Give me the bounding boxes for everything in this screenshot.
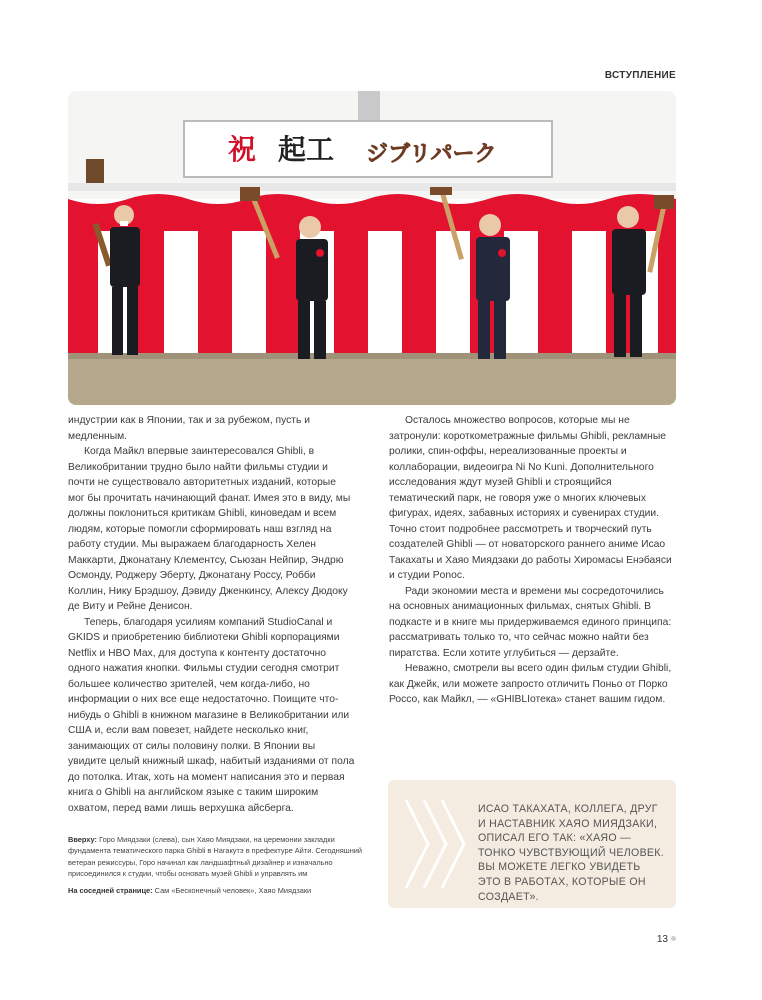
caption-top-text: Горо Миядзаки (слева), сын Хаяо Миядзаки, на церемонии закладки фундамента тематического парка Ghibli в Нагакутэ в префектуре Айти. Сегодняшний ветеран режиссуры, Горо начинал как ландшафтный дизайнер и изначально присоединился к студии, чтобы основать музей Ghibli и управлять им <box>68 835 363 878</box>
paragraph: Неважно, смотрели вы всего один фильм студии Ghibli, как Джейк, или можете запросто отличить Поньо от Порко Россо, как Майкл, — «GHIBLIотека» станет вашим гидом. <box>389 663 672 705</box>
paragraph: индустрии как в Японии, так и за рубежом, пусть и медленным. <box>68 415 310 442</box>
pull-quote-text: ИСАО ТАКАХАТА, КОЛЛЕГА, ДРУГ И НАСТАВНИК ХАЯО МИЯДЗАКИ, ОПИСАЛ ЕГО ТАК: «ХАЯО — ТОНКО ЧУВСТВУЮЩИЙ ЧЕЛОВЕК. ВЫ МОЖЕТЕ ЛЕГКО УВИДЕТЬ ЭТО В РАБОТАХ, КОТОРЫЕ ОН СОЗДАЕТ». <box>478 803 665 903</box>
ground-sand <box>68 353 676 405</box>
page-number <box>657 934 676 945</box>
caption-top-label: Вверху: <box>68 835 97 844</box>
caption-opposite-text: Сам «Бесконечный человек», Хаяо Миядзаки <box>154 886 312 896</box>
page-number-text: 13 <box>656 934 668 945</box>
caption-top <box>68 834 368 879</box>
ceremony-photo <box>68 91 676 405</box>
pull-quote-box <box>388 780 676 908</box>
right-text-column <box>389 413 676 708</box>
left-text-column <box>68 413 355 816</box>
caption-opposite <box>68 885 368 896</box>
caption-opposite-label: На соседней странице: <box>68 886 153 896</box>
paragraph: Осталось множество вопросов, которые мы не затронули: короткометражные фильмы Ghibli, рекламные ролики, спин-оффы, нереализованные проекты и коллаборации, видеоигра Ni No Kuni. Дополнительного исследования ждут музей Ghibli и строящийся тематический парк, не говоря уже о многих ключевых фигурах, идеях, забавных историях и сувенирах студии. Точно стоит подробнее рассмотреть и творческий путь создателей Ghibli — от новаторского раннего аниме Исао Такахаты и Хаяо Миядзаки до работы Хиромасы Енэбаяси и студии Ponoc. <box>389 415 672 581</box>
ceremony-illustration <box>68 91 676 405</box>
paragraph: Теперь, благодаря усилиям компаний StudioCanal и GKIDS и приобретению библиотеки Ghibli корпорациями Netflix и HBO Max, для доступа к контенту достаточно одного нажатия кнопки. Фильмы студии сегодня смотрит большее количество зрителей, чем когда-либо, но информации о них все еще недостаточно. Поищите что-нибудь о Ghibli в книжном магазине в Великобритании или США и, если вам повезет, найдете несколько книг, занимающих от силы половину полки. В Японии вы увидите целый книжный шкаф, набитый изданиями от пола до потолка. Итак, хоть на момент написания это и первая книга о Ghibli на английском языке с таким широким охватом, перед вами лишь верхушка айсберга. <box>68 616 355 814</box>
red-white-curtain <box>68 194 676 359</box>
paragraph: Когда Майкл впервые заинтересовался Ghibli, в Великобритании трудно было найти фильмы студии и почти не существовало авторитетных изданий, которые мог бы прочитать начинающий фанат. Имея это в виду, мы должны поклониться критикам Ghibli, киноведам и всем людям, которые помогли сформировать наш взгляд на работу студии. Мы выражаем благодарность Хелен Маккарти, Джонатану Клементсу, Сьюзан Нейпир, Эндрю Осмонду, Роджеру Эберту, Джонатану Россу, Робби Коллин, Нику Брэдшоу, Дэвиду Дженкинсу, Алексу Дюдоку де Виту и Рейне Денисон. <box>68 446 351 612</box>
photo-caption <box>68 834 368 902</box>
svg-text:ジブリパーク: ジブリパーク <box>366 142 497 167</box>
svg-text:祝: 祝 <box>228 133 257 166</box>
paragraph: Ради экономии места и времени мы сосредоточились на основных анимационных фильмах, снятых Ghibli. В подкасте и в книге мы придерживаемся единого принципа: рассматривать только то, что сейчас можно найти без пиратства. Если хотите углубиться — дерзайте. <box>389 585 672 659</box>
page-dot-icon <box>671 936 676 941</box>
chevrons-icon <box>394 780 474 908</box>
svg-text:起工: 起工 <box>278 133 335 166</box>
section-label: ВСТУПЛЕНИЕ <box>604 70 676 81</box>
ceremony-sign <box>184 121 552 177</box>
